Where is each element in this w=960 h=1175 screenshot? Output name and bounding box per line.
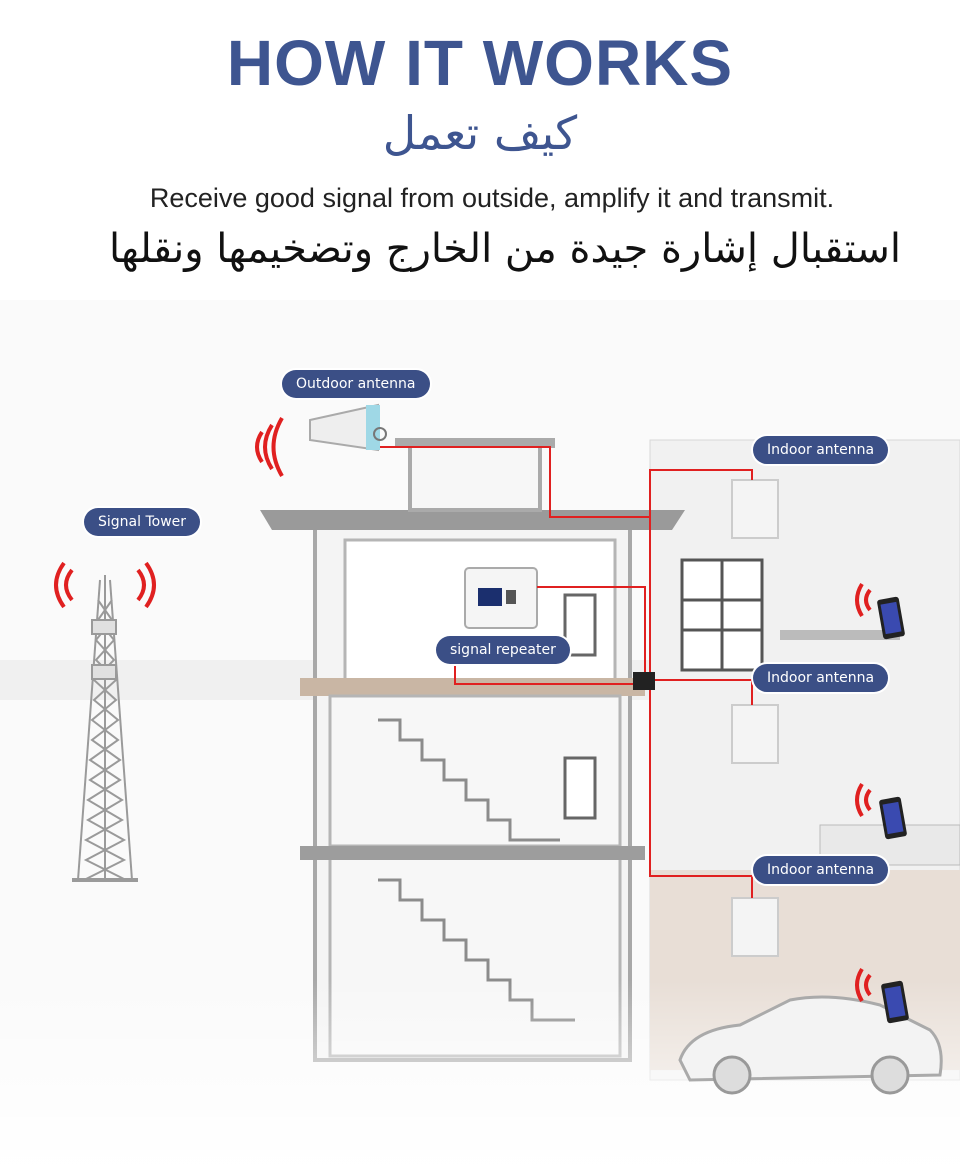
splitter — [633, 672, 655, 690]
label-signal-tower: Signal Tower — [84, 508, 200, 536]
label-indoor-antenna-1: Indoor antenna — [753, 436, 888, 464]
label-indoor-antenna-2: Indoor antenna — [753, 664, 888, 692]
diagram-scene — [0, 300, 960, 1175]
indoor-antenna-panel-1 — [732, 480, 778, 538]
indoor-antenna-panel-3 — [732, 898, 778, 956]
label-indoor-antenna-3: Indoor antenna — [753, 856, 888, 884]
page-title: HOW IT WORKS — [226, 27, 734, 99]
subtitle: Receive good signal from outside, amplify it and transmit. — [149, 183, 835, 213]
signal-repeater-device — [465, 568, 537, 628]
label-outdoor-antenna: Outdoor antenna — [282, 370, 430, 398]
house-illustration — [0, 300, 960, 1175]
header — [0, 0, 960, 300]
main-house — [260, 438, 685, 1060]
indoor-antenna-panel-2 — [732, 705, 778, 763]
subtitle-arabic: استقبال إشارة جيدة من الخارج وتضخيمها ونقلها — [108, 226, 902, 272]
page-title-arabic: كيف تعمل — [382, 106, 578, 160]
label-signal-repeater: signal repeater — [436, 636, 570, 664]
